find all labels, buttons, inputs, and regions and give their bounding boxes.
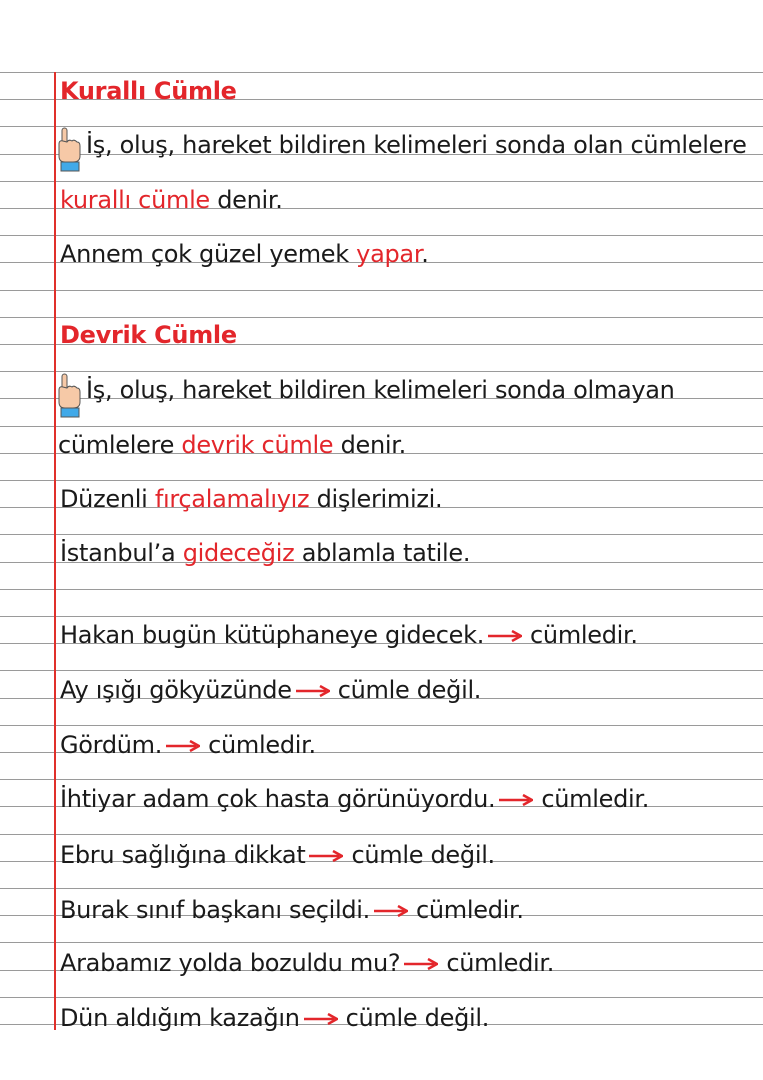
- right-arrow-icon: [488, 630, 522, 642]
- ruled-line: [0, 834, 763, 835]
- exercise-row: [60, 1003, 489, 1033]
- right-arrow-icon: [166, 740, 200, 752]
- ruled-line: [0, 725, 763, 726]
- exercise-sentence: Gördüm.: [60, 731, 163, 759]
- exercise-answer: cümle değil.: [345, 1004, 490, 1032]
- example-pre: Düzenli: [60, 485, 155, 513]
- example-post: ablamla tatile.: [294, 539, 471, 567]
- margin-line: [54, 72, 56, 1030]
- example-sentence: [60, 484, 442, 514]
- rule-text-line2: [58, 430, 406, 460]
- exercise-answer: cümledir.: [415, 896, 524, 924]
- exercise-answer: cümledir.: [208, 731, 316, 759]
- ruled-line: [0, 589, 763, 590]
- exercise-row: [60, 895, 524, 925]
- exercise-row: [60, 730, 316, 760]
- ruled-line: [0, 616, 763, 617]
- rule-term: kurallı cümle: [60, 186, 210, 214]
- right-arrow-icon: [404, 958, 438, 970]
- example-post: dişlerimizi.: [309, 485, 443, 513]
- exercise-row: [60, 948, 554, 978]
- ruled-line: [0, 480, 763, 481]
- exercise-row: [60, 620, 638, 650]
- exercise-sentence: İhtiyar adam çok hasta görünüyordu.: [60, 785, 496, 813]
- exercise-sentence: Arabamız yolda bozuldu mu?: [60, 949, 401, 977]
- pointing-hand-icon: [56, 372, 82, 418]
- exercise-answer: cümle değil.: [337, 676, 482, 704]
- right-arrow-icon: [304, 1013, 338, 1025]
- ruled-line: [0, 371, 763, 372]
- exercise-sentence: Dün aldığım kazağın: [60, 1004, 300, 1032]
- section-title-devrik: Devrik Cümle: [60, 321, 237, 349]
- ruled-line: [0, 997, 763, 998]
- rule-text-line2: [60, 185, 283, 215]
- example-verb: gideceğiz: [182, 539, 295, 567]
- exercise-row: [60, 675, 481, 705]
- exercise-answer: cümledir.: [446, 949, 555, 977]
- ruled-line: [0, 126, 763, 127]
- pointing-hand-icon: [56, 126, 82, 172]
- ruled-line: [0, 534, 763, 535]
- exercise-row: [60, 840, 495, 870]
- rule-end: denir.: [333, 431, 406, 459]
- ruled-line: [0, 181, 763, 182]
- exercise-sentence: Hakan bugün kütüphaneye gidecek.: [60, 621, 485, 649]
- example-post: .: [421, 240, 429, 268]
- example-pre: İstanbul’a: [60, 539, 183, 567]
- right-arrow-icon: [374, 905, 408, 917]
- rule-text-line1: İş, oluş, hareket bildiren kelimeleri sonda olan cümlelere: [86, 131, 747, 159]
- example-sentence: [60, 538, 470, 568]
- example-sentence: [60, 239, 429, 269]
- exercise-sentence: Burak sınıf başkanı seçildi.: [60, 896, 370, 924]
- example-verb: yapar: [356, 240, 422, 268]
- exercise-sentence: Ay ışığı gökyüzünde: [60, 676, 292, 704]
- rule-line2-pre: cümlelere: [58, 431, 182, 459]
- ruled-line: [0, 888, 763, 889]
- rule-term: devrik cümle: [181, 431, 334, 459]
- exercise-answer: cümledir.: [530, 621, 638, 649]
- right-arrow-icon: [499, 794, 533, 806]
- right-arrow-icon: [309, 850, 343, 862]
- example-pre: Annem çok güzel yemek: [60, 240, 357, 268]
- ruled-line: [0, 235, 763, 236]
- exercise-sentence: Ebru sağlığına dikkat: [60, 841, 306, 869]
- ruled-line: [0, 942, 763, 943]
- ruled-line: [0, 290, 763, 291]
- rule-end: denir.: [209, 186, 283, 214]
- section-title-kuralli: Kurallı Cümle: [60, 77, 237, 105]
- ruled-line: [0, 670, 763, 671]
- rule-text-line1: İş, oluş, hareket bildiren kelimeleri sonda olmayan: [86, 376, 675, 404]
- example-verb: fırçalamalıyız: [154, 485, 310, 513]
- ruled-line: [0, 72, 763, 73]
- ruled-line: [0, 426, 763, 427]
- exercise-answer: cümle değil.: [351, 841, 495, 869]
- ruled-line: [0, 317, 763, 318]
- ruled-line: [0, 779, 763, 780]
- right-arrow-icon: [296, 685, 330, 697]
- exercise-row: [60, 784, 649, 814]
- exercise-answer: cümledir.: [541, 785, 650, 813]
